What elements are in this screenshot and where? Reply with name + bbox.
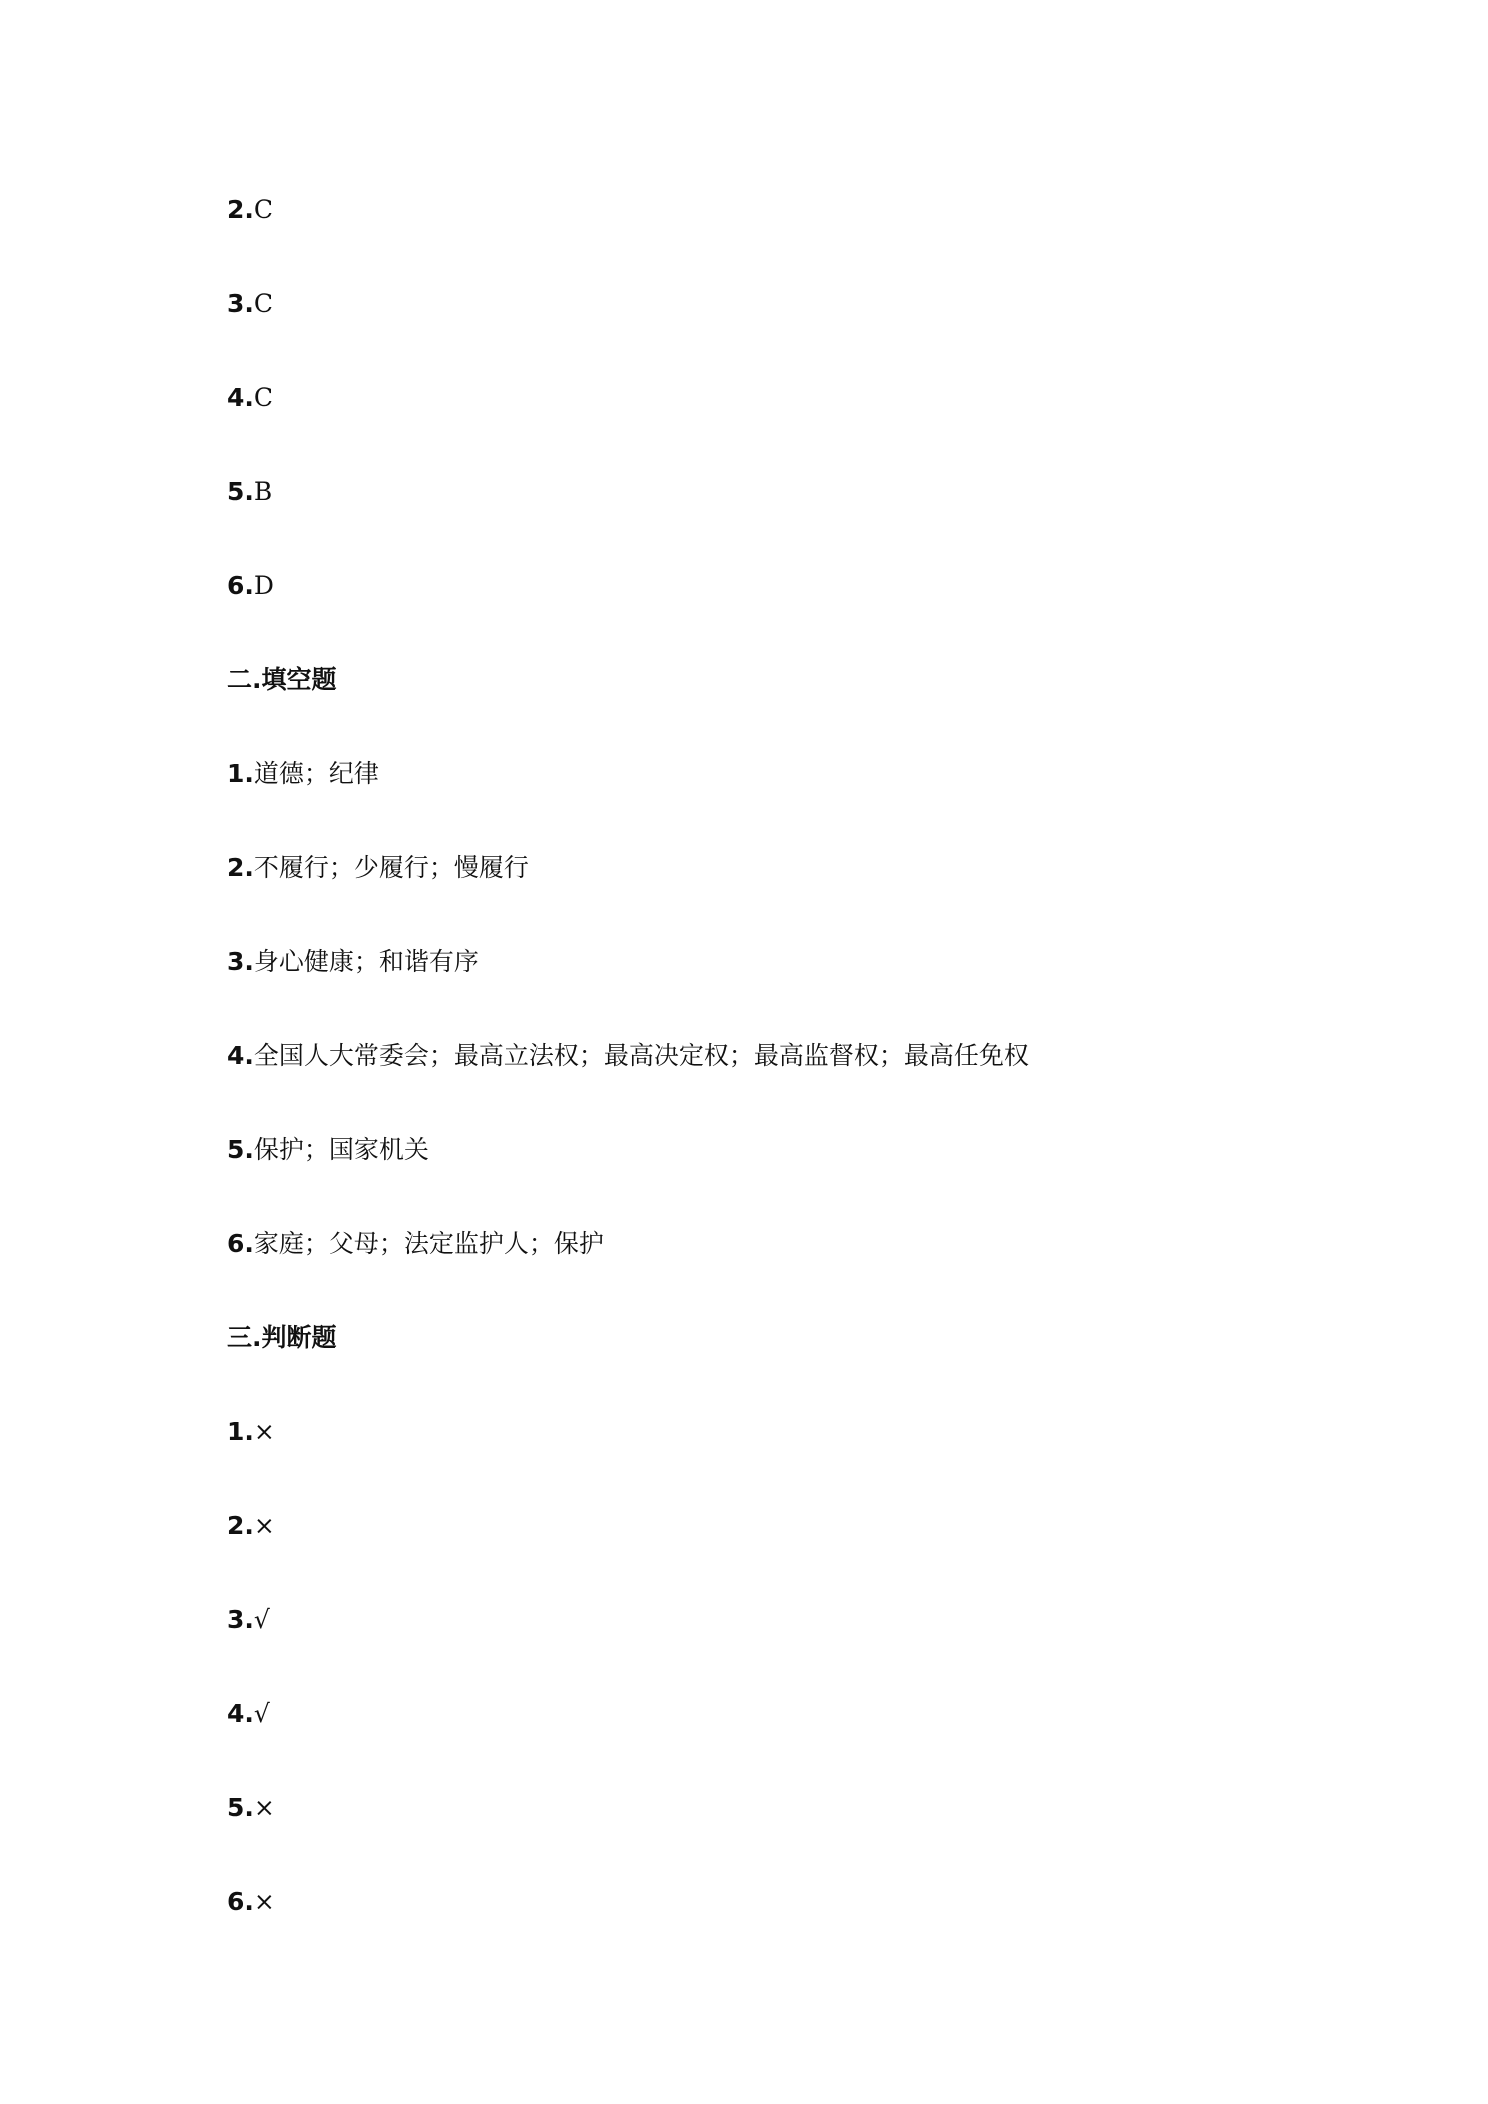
answer-number: 6. (227, 1229, 254, 1258)
section-heading-judge (227, 1318, 337, 1358)
answer-text: 身心健康；和谐有序 (253, 947, 479, 976)
answer-text: D (253, 571, 274, 600)
answer-line (227, 848, 529, 888)
answer-text: C (253, 195, 274, 224)
answer-number: 3. (227, 289, 254, 318)
answer-number: 3. (227, 1605, 254, 1634)
answer-mark: × (253, 1887, 275, 1916)
answer-line (227, 566, 274, 606)
answer-mark: √ (253, 1605, 270, 1634)
answer-number: 4. (227, 1699, 254, 1728)
answer-line (227, 378, 273, 418)
answer-text: B (253, 477, 273, 506)
answer-mark: √ (253, 1699, 270, 1728)
answer-line (227, 1882, 275, 1922)
answer-text: 家庭；父母；法定监护人；保护 (253, 1229, 604, 1258)
answer-line (227, 942, 479, 982)
answer-line (227, 754, 379, 794)
answer-text: C (253, 383, 274, 412)
answer-line (227, 1506, 275, 1546)
answer-text: 道德；纪律 (253, 759, 379, 788)
answer-number: 1. (227, 1417, 254, 1446)
answer-number: 6. (227, 1887, 254, 1916)
answer-number: 5. (227, 477, 254, 506)
answer-line (227, 1224, 604, 1264)
answer-number: 4. (227, 1041, 254, 1070)
answer-number: 6. (227, 571, 254, 600)
answer-text: 不履行；少履行；慢履行 (253, 853, 529, 882)
answer-mark: × (253, 1793, 275, 1822)
answer-line (227, 284, 273, 324)
answer-number: 5. (227, 1793, 254, 1822)
answer-line (227, 1694, 270, 1734)
section-title: 二.填空题 (227, 665, 337, 694)
answer-number: 5. (227, 1135, 254, 1164)
answer-line (227, 1412, 275, 1452)
answer-line (227, 1600, 270, 1640)
answer-text: C (253, 289, 274, 318)
answer-line (227, 190, 273, 230)
answer-number: 2. (227, 853, 254, 882)
section-heading-fill (227, 660, 337, 700)
section-title: 三.判断题 (227, 1323, 337, 1352)
answer-text: 全国人大常委会；最高立法权；最高决定权；最高监督权；最高任免权 (253, 1041, 1029, 1070)
answer-line (227, 1130, 429, 1170)
answer-line (227, 1788, 275, 1828)
answer-number: 4. (227, 383, 254, 412)
answer-mark: × (253, 1511, 275, 1540)
answer-line (227, 472, 272, 512)
answer-number: 2. (227, 1511, 254, 1540)
answer-number: 3. (227, 947, 254, 976)
answer-number: 2. (227, 195, 254, 224)
answer-text: 保护；国家机关 (253, 1135, 429, 1164)
answer-number: 1. (227, 759, 254, 788)
answer-line (227, 1036, 1029, 1076)
answer-mark: × (253, 1417, 275, 1446)
